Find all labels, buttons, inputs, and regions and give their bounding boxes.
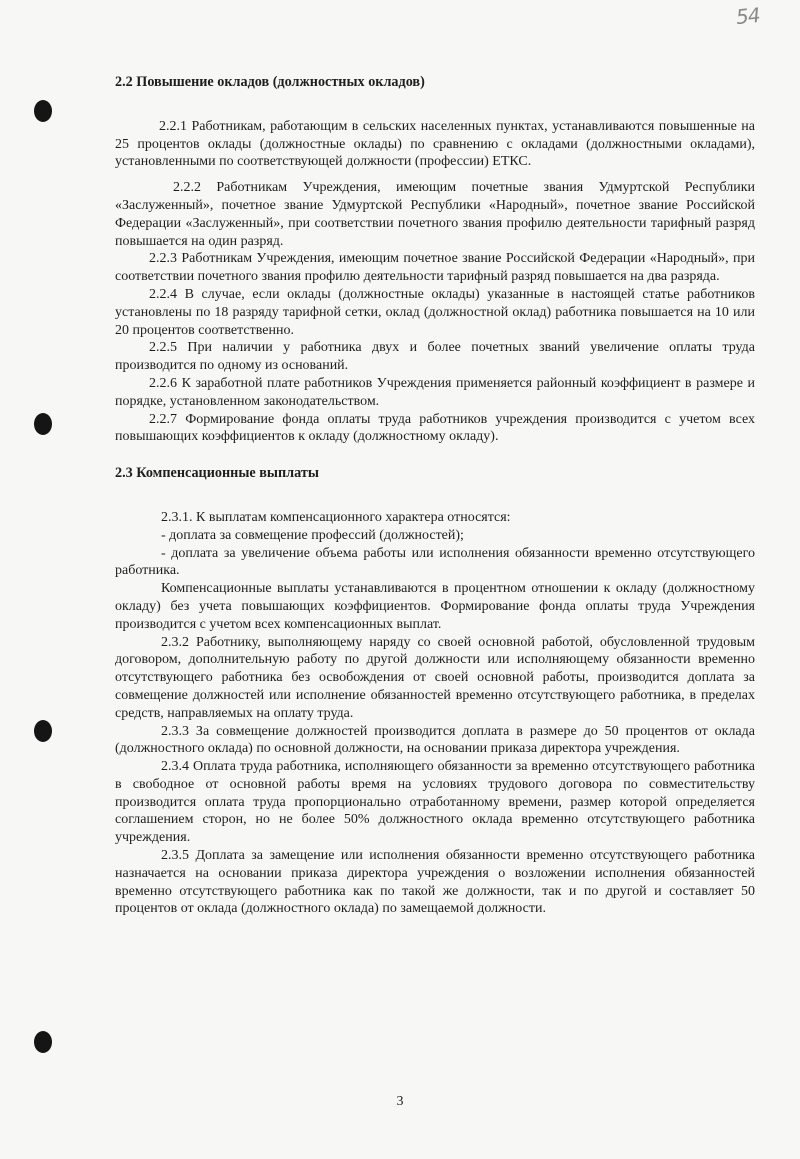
list-item: - доплата за увеличение объема работы или исполнения обязанности временно отсутствующего работника. [115,545,755,579]
paragraph-2-2-2: 2.2.2 Работникам Учреждения, имеющим почетные звания Удмуртской Республики «Заслуженный», почетное звание Удмуртской Республики «Народный», почетное звание Российской Федерации «Заслуженный», при соответствии почетного звания профилю деятельности тарифный разряд повышается на один разряд. [115,180,755,249]
paragraph-2-3-3: 2.3.3 За совмещение должностей производится доплата в размере до 50 процентов от оклада (должностного оклада) по основной должности, на основании приказа директора учреждения. [115,723,755,757]
paragraph-2-2-3: 2.2.3 Работникам Учреждения, имеющим почетное звание Российской Федерации «Народный», при соответствии почетного звания профилю деятельности тарифный разряд повышается на два разряда. [115,251,755,285]
paragraph-2-3-2: 2.3.2 Работнику, выполняющему наряду со своей основной работой, обусловленной трудовым договором, дополнительную работу по другой должности или исполняющему обязанности временно отсутствующего работника без освобождения от своей основной работы, производится доплата за совмещение должностей или исполнение обязанностей временно отсутствующего работника, в пределах средств, направляемых на оплату труда. [115,634,755,721]
section-heading-2-3: 2.3 Компенсационные выплаты [115,465,319,482]
paragraph-2-2-5: 2.2.5 При наличии у работника двух и более почетных званий увеличение оплаты труда производится по одному из оснований. [115,340,755,374]
paragraph-2-2-1: 2.2.1 Работникам, работающим в сельских населенных пунктах, устанавливаются повышенные на 25 процентов оклады (должностные оклады) по сравнению с окладами (должностными окладами), установленными по соответствующей должности (профессии) ЕТКС. [115,118,755,170]
punch-hole [34,720,52,742]
paragraph-2-2-6: 2.2.6 К заработной плате работников Учреждения применяется районный коэффициент в размере и порядке, установленном законодательством. [115,375,755,409]
paragraph-2-2-4: 2.2.4 В случае, если оклады (должностные оклады) указанные в настоящей статье работников установлены по 18 разряду тарифной сетки, оклад (должностной оклад) работника повышается на 10 или 20 процентов соответственно. [115,286,755,338]
list-item: - доплата за совмещение профессий (должностей); [161,527,464,543]
paragraph-2-3-5: 2.3.5 Доплата за замещение или исполнения обязанности временно отсутствующего работника назначается на основании приказа директора учреждения о возложении исполнения обязанностей временно отсутствующего работника как по такой же должности, так и по другой и составляет 50 процентов от оклада (должностного оклада) по замещаемой должности. [115,848,755,917]
paragraph-2-3-1: 2.3.1. К выплатам компенсационного характера относятся: [161,509,511,525]
paragraph-2-3-4: 2.3.4 Оплата труда работника, исполняющего обязанности за временно отсутствующего работника в свободное от основной работы время на условиях трудового договора по совместительству производится оплата труда пропорционально отработанному времени, размер которой определяется соглашением сторон, но не более 50% должностного оклада временно отсутствующего работника учреждения. [115,759,755,846]
page-number: 3 [396,1094,404,1109]
punch-hole [34,413,52,435]
document-body [115,74,755,918]
section-heading-2-2: 2.2 Повышение окладов (должностных окладов) [115,74,425,90]
punch-hole [34,1031,52,1053]
handwritten-page-number: 54 [734,2,761,30]
punch-hole [34,100,52,122]
paragraph-compensation: Компенсационные выплаты устанавливаются в процентном отношении к окладу (должностному окладу) без учета повышающих коэффициентов. Формирование фонда оплаты труда Учреждения производится с учетом всех компенсационных выплат. [115,581,755,632]
paragraph-2-2-7: 2.2.7 Формирование фонда оплаты труда работников учреждения производится с учетом всех повышающих коэффициентов к окладу (должностному окладу). [115,411,755,445]
